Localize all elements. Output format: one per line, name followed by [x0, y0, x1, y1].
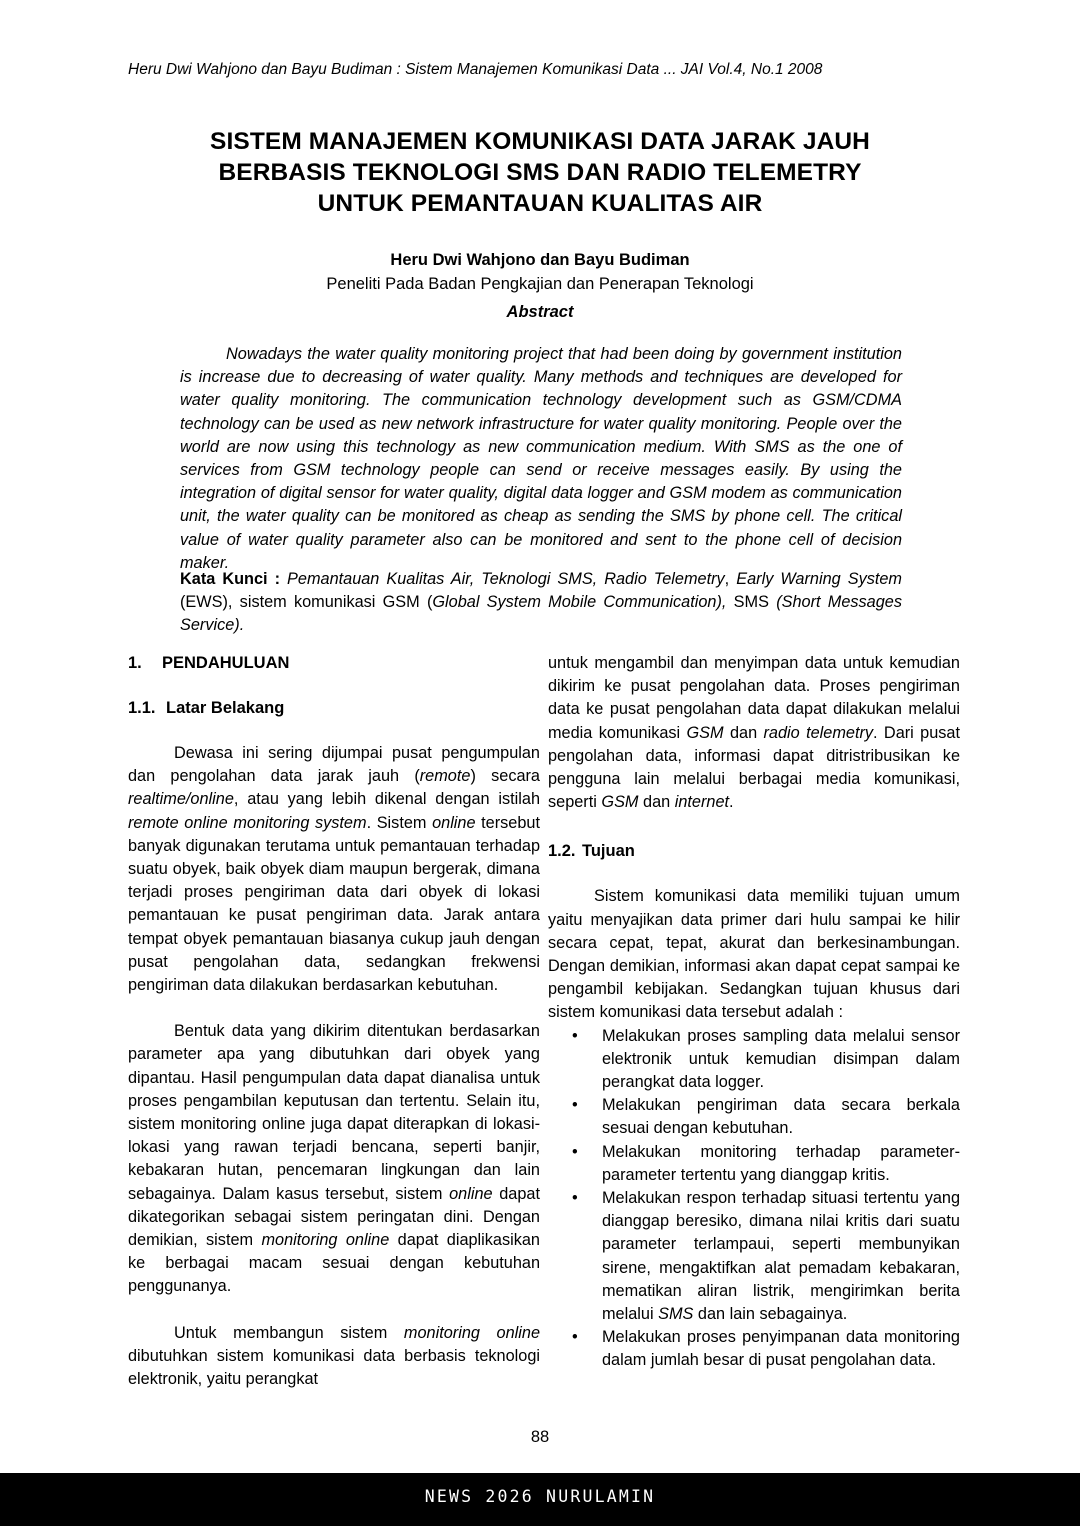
p3-c: dibutuhkan sistem komunikasi data berbasis teknologi elektronik, yaitu perangkat — [128, 1346, 540, 1389]
title-line-3: UNTUK PEMANTAUAN KUALITAS AIR — [317, 190, 763, 217]
p1-i: tersebut banyak digunakan terutama untuk pemantauan terhadap suatu obyek, baik obyek diam maupun bergerak, dimana terjadi proses pengiriman data dari obyek di lokasi pemantauan ke pusat pengiriman data. Jarak antara tempat obyek pemantauan biasanya cukup jauh dengan pusat pengolahan data, sedangkan frekwensi pengiriman data dilakukan berdasarkan kebutuhan. — [128, 813, 540, 995]
list-item — [548, 1187, 960, 1326]
rp1-e: . Dari pusat pengolahan data, informasi dapat ditristribusikan ke pengguna lain melalui berbagai media komunikasi, seperti — [548, 723, 960, 812]
list-item-text: Melakukan proses sampling data melalui sensor elektronik untuk kemudian disimpan dalam perangkat data logger. — [602, 1026, 960, 1092]
author-list: Heru Dwi Wahjono dan Bayu Budiman — [390, 251, 690, 269]
list-item — [548, 1326, 960, 1372]
keywords-part-6: (Short Messages Service). — [180, 593, 902, 635]
title-line-1: SISTEM MANAJEMEN KOMUNIKASI DATA JARAK JAUH — [210, 128, 870, 155]
p1-d: realtime/online — [128, 790, 234, 809]
page-title — [180, 126, 900, 219]
bottom-banner — [0, 1473, 1080, 1526]
paragraph-left-1 — [128, 742, 540, 997]
rp1-c: dan — [723, 723, 764, 742]
title-line-2: BERBASIS TEKNOLOGI SMS DAN RADIO TELEMETRY — [218, 159, 862, 186]
list-item-text — [602, 1189, 960, 1323]
keywords-label: Kata Kunci : — [180, 570, 280, 588]
keywords-part-5: SMS — [733, 593, 769, 612]
list-item-text: Melakukan proses penyimpanan data monitoring dalam jumlah besar di pusat pengolahan data. — [602, 1328, 960, 1370]
keywords-part-4: Global System Mobile Communication), — [432, 593, 727, 612]
keywords-part-3: (EWS), sistem komunikasi GSM ( — [180, 593, 433, 612]
p2-e: dapat diaplikasikan ke berbagai macam sesuai dengan kebutuhan penggunanya. — [128, 1231, 540, 1296]
abstract-heading: Abstract — [506, 303, 574, 321]
p3-b: monitoring online — [403, 1323, 541, 1342]
bullet-icon: • — [572, 1189, 578, 1208]
p2-d: monitoring online — [261, 1231, 390, 1250]
p2-a: Bentuk data yang dikirim ditentukan berdasarkan parameter apa yang dibutuhkan dari obyek yang dipantau. Hasil pengumpulan data dapat dianalisa untuk proses pengambilan keputusan dan tertentu. Selain itu, sistem monitoring online juga dapat diterapkan di lokasi-lokasi yang rawan terjadi bencana, seperti banjir, kebakaran hutan, pencemaran lingkungan dan lain sebagainya. Dalam kasus tersebut, sistem — [128, 1022, 540, 1203]
p1-a: Dewasa ini sering dijumpai pusat pengumpulan dan pengolahan data jarak jauh ( — [128, 744, 540, 786]
bullet-icon: • — [572, 1096, 578, 1115]
list-item — [548, 1094, 960, 1140]
rp1-b: GSM — [686, 723, 724, 742]
p1-e: , atau yang lebih dikenal dengan istilah — [233, 790, 540, 809]
subsection-heading-tujuan — [548, 840, 960, 862]
running-header: Heru Dwi Wahjono dan Bayu Budiman : Sistem Manajemen Komunikasi Data ... JAI Vol.4, No.1 2008 — [128, 61, 823, 78]
bullet-icon: • — [572, 1328, 578, 1347]
right-column — [548, 652, 960, 1373]
p1-h: online — [432, 813, 476, 832]
bullet-icon: • — [572, 1142, 578, 1161]
subsection-number-tujuan: 1.2. — [548, 842, 576, 861]
subsection-title-tujuan: Tujuan — [582, 842, 635, 861]
keywords-block: Kata Kunci : Pemantauan Kualitas Air, Teknologi SMS, Radio Telemetry, Early Warning System (EWS), sistem komunikasi GSM (Global System Mobile Communication), SMS (Short Messages Service). — [180, 570, 902, 635]
abstract-text: Nowadays the water quality monitoring project that had been doing by government institution is increase due to decreasing of water quality. Many methods and techniques are developed for water quality monitoring. The communication technology development such as GSM/CDMA technology can be used as new network infrastructure for water quality monitoring. People over the world are now using this technology as new communication medium. With SMS as the one of services from GSM technology people can send or receive messages easily. By using the integration of digital sensor for water quality, digital data logger and GSM modem as communication unit, the water quality can be monitored as cheap as sending the SMS by phone cell. The critical value of water quality parameter also can be monitored and sent to the phone cell of decision maker. — [180, 345, 902, 572]
page-number: 88 — [530, 1428, 550, 1446]
list-item — [548, 1025, 960, 1095]
banner-text: NEWS 2026 NURULAMIN — [424, 1487, 656, 1506]
p1-b: remote — [419, 767, 471, 786]
rp1-f: GSM — [601, 793, 639, 812]
keywords-part-1: Pemantauan Kualitas Air, Teknologi SMS, Radio Telemetry — [287, 570, 725, 588]
section-title: PENDAHULUAN — [162, 654, 290, 672]
left-column — [128, 652, 540, 1391]
title-block — [180, 126, 900, 295]
b4-c: dan lain sebagainya. — [693, 1305, 848, 1324]
section-number: 1. — [128, 654, 142, 672]
b4-b: SMS — [658, 1305, 694, 1324]
subsection-number: 1.1. — [128, 699, 156, 717]
paragraph-right-2: Sistem komunikasi data memiliki tujuan umum yaitu menyajikan data primer dari hulu sampai ke hilir secara cepat, tepat, akurat dan berkesinambungan. Dengan demikian, informasi akan dapat cepat sampai ke pengambil kebijakan. Sedangkan tujuan khusus dari sistem komunikasi data tersebut adalah : — [548, 887, 960, 1022]
keywords-part-2: Early Warning System — [736, 570, 902, 588]
p2-c: dapat dikategorikan sebagai sistem peringatan dini. Dengan demikian, sistem — [128, 1184, 540, 1250]
paragraph-left-3 — [128, 1322, 540, 1392]
rp1-h: internet — [674, 793, 730, 812]
bullet-icon: • — [572, 1026, 578, 1045]
section-heading-pendahuluan — [128, 652, 540, 674]
paragraph-right-1 — [548, 652, 960, 814]
rp1-d: radio telemetry — [763, 723, 874, 742]
subsection-title: Latar Belakang — [166, 699, 285, 717]
rp1-g: dan — [638, 793, 675, 812]
list-item-text: Melakukan monitoring terhadap parameter-parameter tertentu yang dianggap kritis. — [602, 1142, 960, 1184]
p1-f: remote online monitoring system — [128, 813, 367, 832]
rp1-i: . — [729, 793, 734, 812]
b4-a: Melakukan respon terhadap situasi tertentu yang dianggap beresiko, dimana nilai kritis dari suatu parameter terlampaui, seperti membunyikan sirene, mengaktifkan alat pemadam kebakaran, mematikan aliran listrik, mengirimkan berita melalui — [602, 1189, 960, 1324]
p1-g: . Sistem — [366, 813, 433, 832]
p1-c: ) secara — [470, 767, 540, 786]
list-item-text: Melakukan pengiriman data secara berkala sesuai dengan kebutuhan. — [602, 1096, 960, 1138]
list-item — [548, 1141, 960, 1187]
rp1-a: untuk mengambil dan menyimpan data untuk kemudian dikirim ke pusat pengolahan data. Proses pengiriman data ke pusat pengolahan data dapat dilakukan melalui media komunikasi — [548, 654, 960, 742]
tujuan-bullet-list — [548, 1025, 960, 1373]
p2-b: online — [449, 1184, 493, 1203]
subsection-heading-latar-belakang — [128, 697, 540, 719]
p3-a: Untuk membangun sistem — [174, 1323, 404, 1342]
paragraph-left-2 — [128, 1020, 540, 1298]
affiliation: Peneliti Pada Badan Pengkajian dan Penerapan Teknologi — [326, 275, 754, 293]
